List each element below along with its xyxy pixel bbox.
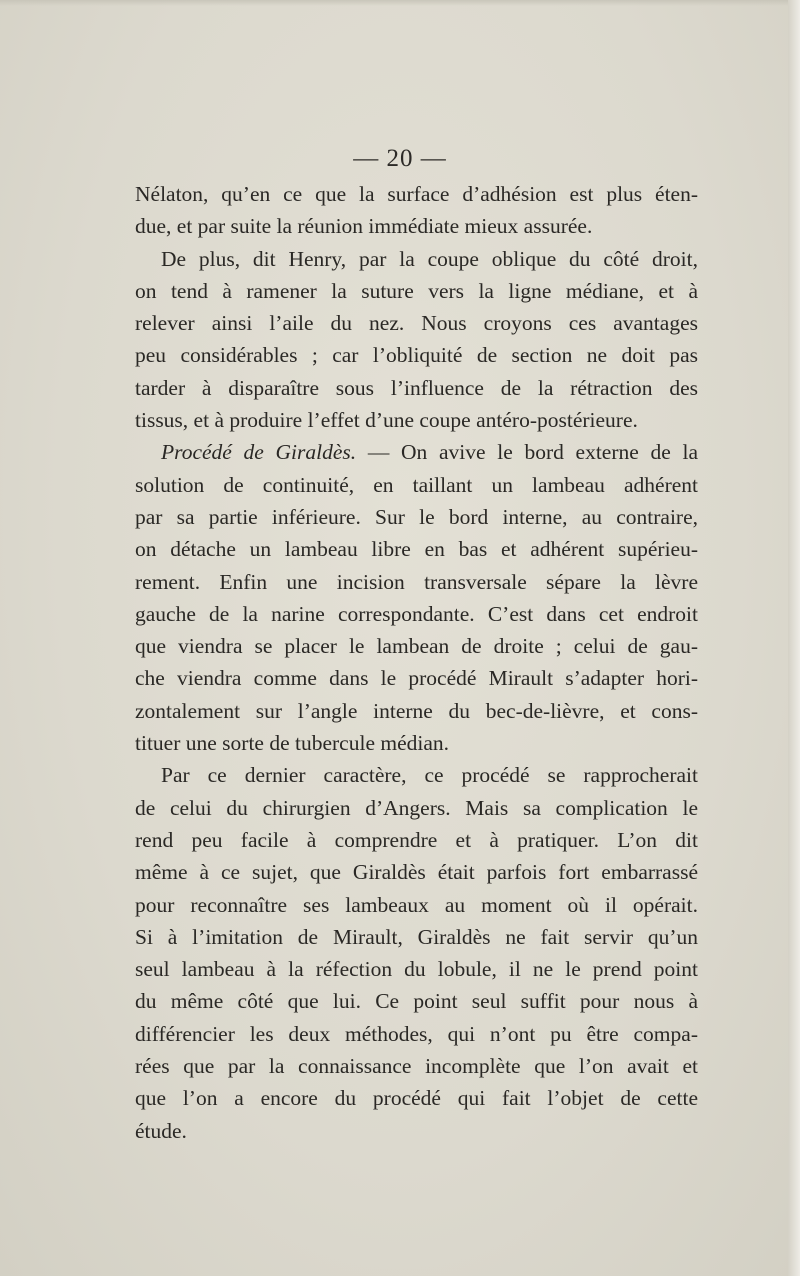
text-line: Nélaton, qu’en ce que la surface d’adhésion est plus éten- (135, 182, 698, 206)
text-line-rest: — On avive le bord externe de la (356, 440, 698, 465)
body-text (135, 178, 698, 1147)
page-top-edge (0, 0, 800, 6)
text-line: peu considérables ; car l’obliquité de section ne doit pas (135, 343, 698, 368)
page-number-header: — 20 — (353, 145, 447, 172)
text-line: tissus, et à produire l’effet d’une coupe antéro-postérieure. (135, 408, 638, 433)
text-line: rées que par la connaissance incomplète que l’on avait et (135, 1054, 698, 1079)
text-line: che viendra comme dans le procédé Mirault s’adapter hori- (135, 666, 698, 691)
text-line: due, et par suite la réunion immédiate mieux assurée. (135, 214, 593, 239)
text-line: de celui du chirurgien d’Angers. Mais sa complication le (135, 795, 698, 820)
text-line: relever ainsi l’aile du nez. Nous croyons ces avantages (135, 311, 698, 336)
text-line: De plus, dit Henry, par la coupe oblique du côté droit, (161, 246, 698, 271)
text-line: que viendra se placer le lambean de droite ; celui de gau- (135, 634, 698, 659)
text-line: par sa partie inférieure. Sur le bord interne, au contraire, (135, 504, 698, 529)
text-line: seul lambeau à la réfection du lobule, il ne le prend point (135, 957, 698, 982)
text-line: solution de continuité, en taillant un lambeau adhérent (135, 472, 698, 497)
text-line: on tend à ramener la suture vers la ligne médiane, et à (135, 278, 698, 303)
text-line: zontalement sur l’angle interne du bec-de-lièvre, et cons- (135, 698, 698, 723)
text-line: pour reconnaître ses lambeaux au moment où il opérait. (135, 892, 698, 917)
text-line: différencier les deux méthodes, qui n’ont pu être compa- (135, 1021, 698, 1046)
text-line: Si à l’imitation de Mirault, Giraldès ne fait servir qu’un (135, 924, 698, 949)
text-line: Par ce dernier caractère, ce procédé se rapprocherait (161, 763, 698, 788)
text-line: rement. Enfin une incision transversale sépare la lèvre (135, 569, 698, 594)
text-line: gauche de la narine correspondante. C’est dans cet endroit (135, 601, 698, 626)
text-line: que l’on a encore du procédé qui fait l’objet de cette (135, 1086, 698, 1111)
text-line (135, 436, 698, 468)
text-line: tarder à disparaître sous l’influence de la rétraction des (135, 375, 698, 400)
text-line: on détache un lambeau libre en bas et adhérent supérieu- (135, 537, 698, 562)
page-right-edge (788, 0, 800, 1276)
text-line: même à ce sujet, que Giraldès était parfois fort embarrassé (135, 860, 698, 885)
text-line: rend peu facile à comprendre et à pratiquer. L’on dit (135, 827, 698, 852)
text-line: du même côté que lui. Ce point seul suffit pour nous à (135, 989, 698, 1014)
section-heading-giraldes: Procédé de Giraldès. (161, 440, 357, 465)
text-line: tituer une sorte de tubercule médian. (135, 731, 450, 756)
text-line: étude. (135, 1118, 187, 1143)
